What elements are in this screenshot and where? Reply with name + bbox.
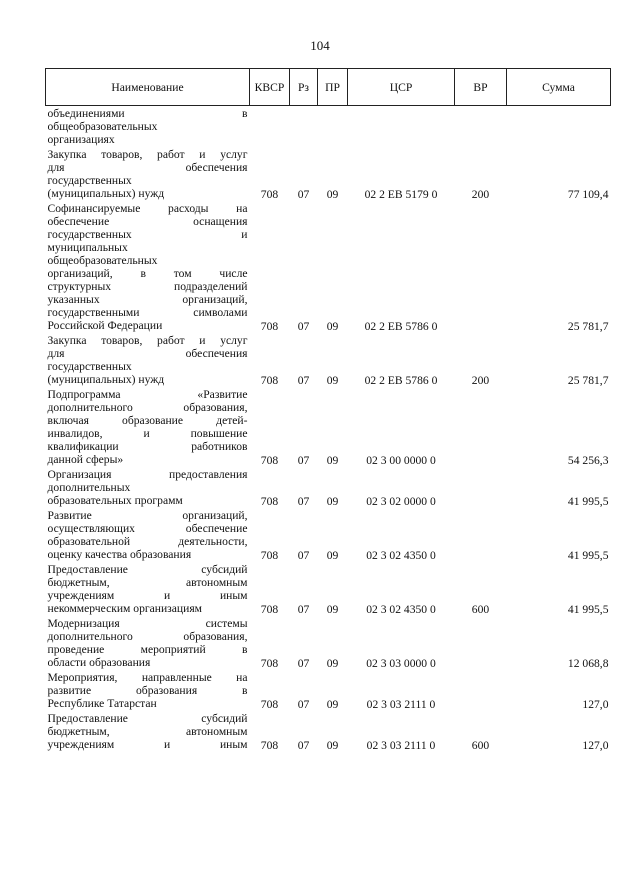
row-csr: 02 3 02 4350 0 — [366, 549, 436, 562]
row-name-line: Развитие организаций, — [47, 509, 248, 522]
table-header — [46, 69, 611, 106]
row-name — [46, 147, 250, 201]
row-name-line: общеобразовательных — [47, 120, 158, 133]
row-name-line: Подпрограмма «Развитие — [47, 388, 248, 401]
row-vr: 200 — [471, 374, 490, 387]
row-name-line: организаций, в том числе — [47, 267, 248, 280]
row-name-line: оценку качества образования — [47, 548, 192, 561]
row-pr: 09 — [326, 188, 339, 201]
row-name-line: Организация предоставления — [47, 468, 248, 481]
table-row — [46, 387, 611, 467]
row-rz: 07 — [297, 657, 310, 670]
table-row — [46, 147, 611, 201]
row-name-line: общеобразовательных — [47, 254, 158, 267]
row-name-line: образовательной деятельности, — [47, 535, 248, 548]
row-name-line: образовательных программ — [47, 494, 183, 507]
row-csr: 02 3 02 0000 0 — [366, 495, 436, 508]
row-pr: 09 — [326, 698, 339, 711]
row-kvsr: 708 — [260, 549, 279, 562]
row-pr: 09 — [326, 374, 339, 387]
row-name-line: Модернизация системы — [47, 617, 248, 630]
row-name-line: Закупка товаров, работ и услуг — [47, 334, 248, 347]
table-row — [46, 616, 611, 670]
row-kvsr: 708 — [260, 657, 279, 670]
row-kvsr: 708 — [260, 454, 279, 467]
row-pr: 09 — [326, 454, 339, 467]
row-name-line: государственных — [47, 360, 132, 373]
row-vr — [455, 201, 507, 333]
row-csr: 02 2 EB 5179 0 — [364, 188, 438, 201]
row-name-line: (муниципальных) нужд — [47, 187, 165, 200]
row-name — [46, 201, 250, 333]
row-kvsr: 708 — [260, 603, 279, 616]
header-pr: ПР — [318, 69, 348, 106]
table-row — [46, 467, 611, 508]
row-vr: 200 — [471, 188, 490, 201]
row-name-line: бюджетным, автономным — [47, 725, 248, 738]
row-sum: 25 781,7 — [567, 374, 609, 387]
row-vr — [455, 616, 507, 670]
row-name-line: государственных — [47, 174, 132, 187]
row-csr: 02 2 EB 5786 0 — [364, 320, 438, 333]
table-row — [46, 106, 611, 148]
row-rz: 07 — [297, 320, 310, 333]
row-name-line: дополнительных — [47, 481, 131, 494]
row-rz: 07 — [297, 454, 310, 467]
row-pr — [318, 106, 348, 148]
row-name — [46, 711, 250, 752]
row-name-line: государственных и — [47, 228, 248, 241]
row-csr: 02 3 03 0000 0 — [366, 657, 436, 670]
row-sum: 77 109,4 — [567, 188, 609, 201]
row-name-line: (муниципальных) нужд — [47, 373, 165, 386]
row-name-line: дополнительного образования, — [47, 401, 248, 414]
row-pr: 09 — [326, 320, 339, 333]
row-name-line: указанных организаций, — [47, 293, 248, 306]
row-name — [46, 562, 250, 616]
row-name-line: данной сферы» — [47, 453, 124, 466]
row-kvsr: 708 — [260, 320, 279, 333]
row-kvsr: 708 — [260, 495, 279, 508]
row-csr: 02 3 03 2111 0 — [366, 698, 436, 711]
row-name-line: дополнительного образования, — [47, 630, 248, 643]
row-sum: 127,0 — [582, 698, 609, 711]
row-name-line: области образования — [47, 656, 151, 669]
header-name: Наименование — [46, 69, 250, 106]
table-row — [46, 711, 611, 752]
row-rz: 07 — [297, 188, 310, 201]
row-name — [46, 387, 250, 467]
row-kvsr: 708 — [260, 698, 279, 711]
row-name-line: Предоставление субсидий — [47, 712, 248, 725]
budget-table — [45, 68, 611, 752]
table-row — [46, 333, 611, 387]
table-row — [46, 562, 611, 616]
row-name-line: Предоставление субсидий — [47, 563, 248, 576]
header-sum: Сумма — [507, 69, 611, 106]
row-sum — [507, 106, 611, 148]
row-rz: 07 — [297, 495, 310, 508]
row-rz: 07 — [297, 549, 310, 562]
row-kvsr: 708 — [260, 188, 279, 201]
header-csr: ЦСР — [348, 69, 455, 106]
row-name-line: объединениями в — [47, 107, 248, 120]
row-rz: 07 — [297, 374, 310, 387]
row-sum: 41 995,5 — [567, 495, 609, 508]
row-name-line: для обеспечения — [47, 161, 248, 174]
row-vr: 600 — [471, 739, 490, 752]
row-name-line: бюджетным, автономным — [47, 576, 248, 589]
row-csr: 02 2 EB 5786 0 — [364, 374, 438, 387]
row-name — [46, 508, 250, 562]
table-body — [46, 106, 611, 753]
row-name-line: организациях — [47, 133, 115, 146]
row-name-line: учреждениям и иным — [47, 589, 248, 602]
row-rz: 07 — [297, 603, 310, 616]
row-vr — [455, 670, 507, 711]
row-name-line: проведение мероприятий в — [47, 643, 248, 656]
row-name — [46, 106, 250, 148]
row-sum: 12 068,8 — [567, 657, 609, 670]
row-name-line: для обеспечения — [47, 347, 248, 360]
row-pr: 09 — [326, 603, 339, 616]
row-csr: 02 3 03 2111 0 — [366, 739, 436, 752]
row-name-line: Софинансируемые расходы на — [47, 202, 248, 215]
table-row — [46, 670, 611, 711]
row-pr: 09 — [326, 739, 339, 752]
row-name-line: развитие образования в — [47, 684, 248, 697]
row-name-line: квалификации работников — [47, 440, 248, 453]
header-rz: Рз — [290, 69, 318, 106]
row-name-line: государственными символами — [47, 306, 248, 319]
row-vr: 600 — [471, 603, 490, 616]
row-csr: 02 3 00 0000 0 — [366, 454, 436, 467]
row-vr — [455, 508, 507, 562]
row-kvsr — [250, 106, 290, 148]
row-name-line: учреждениям и иным — [47, 738, 248, 751]
row-rz: 07 — [297, 698, 310, 711]
row-pr: 09 — [326, 495, 339, 508]
row-name-line: некоммерческим организациям — [47, 602, 202, 615]
row-sum: 127,0 — [582, 739, 609, 752]
row-name-line: структурных подразделений — [47, 280, 248, 293]
row-name-line: осуществляющих обеспечение — [47, 522, 248, 535]
row-pr: 09 — [326, 657, 339, 670]
row-name-line: включая образование детей- — [47, 414, 248, 427]
row-name — [46, 467, 250, 508]
header-vr: ВР — [455, 69, 507, 106]
row-csr — [348, 106, 455, 148]
row-kvsr: 708 — [260, 374, 279, 387]
row-vr — [455, 106, 507, 148]
row-sum: 25 781,7 — [567, 320, 609, 333]
header-kvsr: КВСР — [250, 69, 290, 106]
page-number: 104 — [310, 38, 330, 53]
row-sum: 41 995,5 — [567, 603, 609, 616]
row-vr — [455, 387, 507, 467]
row-name-line: Республике Татарстан — [47, 697, 157, 710]
table-row — [46, 508, 611, 562]
row-csr: 02 3 02 4350 0 — [366, 603, 436, 616]
row-name-line: Российской Федерации — [47, 319, 163, 332]
row-sum: 41 995,5 — [567, 549, 609, 562]
row-rz — [290, 106, 318, 148]
row-name-line: муниципальных — [47, 241, 128, 254]
row-name-line: Мероприятия, направленные на — [47, 671, 248, 684]
row-vr — [455, 467, 507, 508]
row-name-line: обеспечение оснащения — [47, 215, 248, 228]
row-kvsr: 708 — [260, 739, 279, 752]
row-name-line: Закупка товаров, работ и услуг — [47, 148, 248, 161]
row-name — [46, 670, 250, 711]
row-rz: 07 — [297, 739, 310, 752]
row-name — [46, 616, 250, 670]
row-pr: 09 — [326, 549, 339, 562]
row-sum: 54 256,3 — [567, 454, 609, 467]
row-name — [46, 333, 250, 387]
table-row — [46, 201, 611, 333]
row-name-line: инвалидов, и повышение — [47, 427, 248, 440]
